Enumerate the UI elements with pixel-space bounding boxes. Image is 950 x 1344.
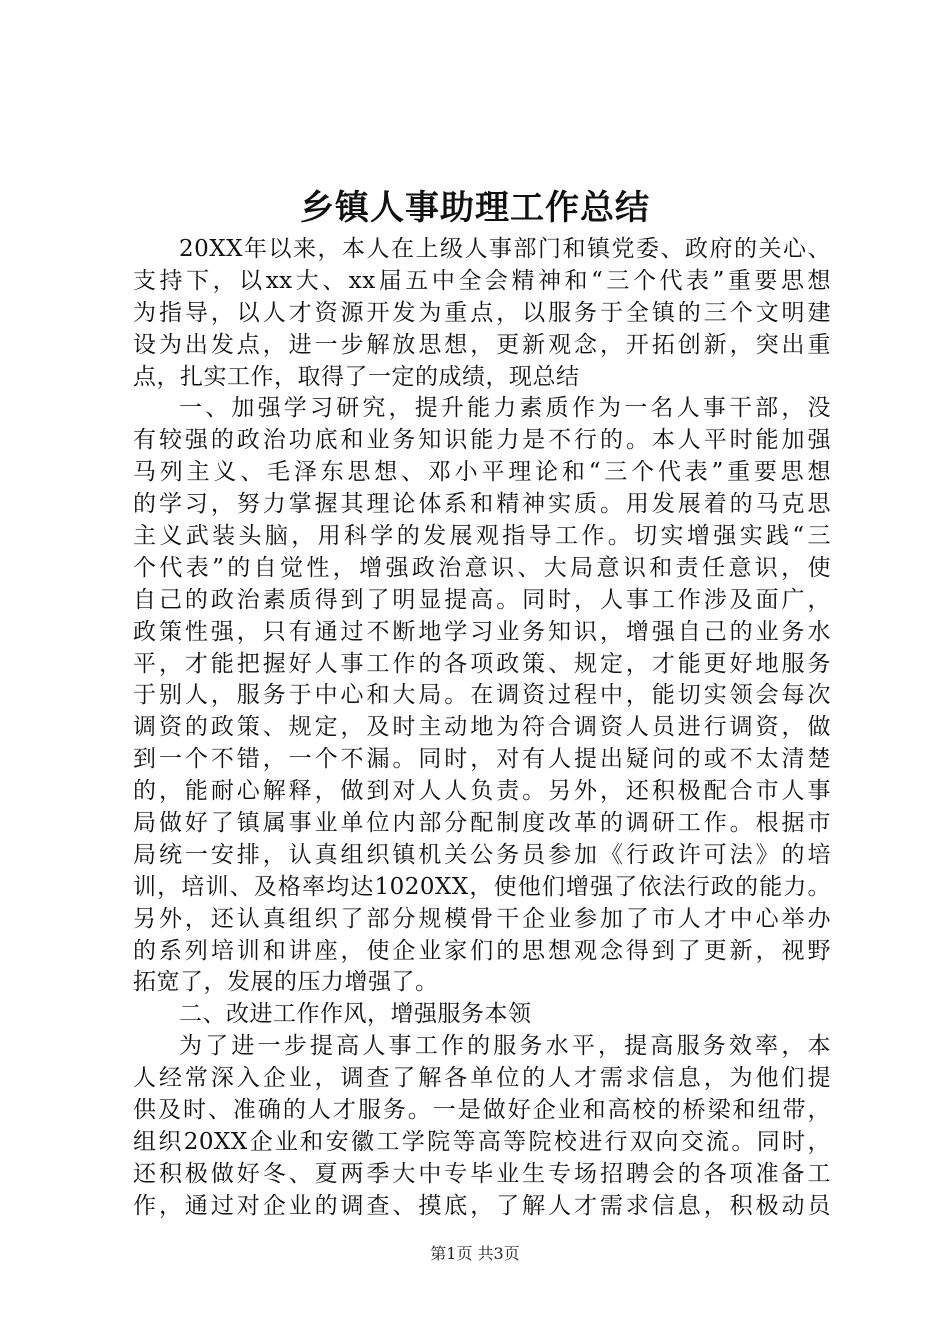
body-line: 的，能耐心解释，做到对人人负责。另外，还积极配合市人事: [133, 778, 831, 805]
body-line: 支持下，以xx大、xx届五中全会精神和“三个代表”重要思想: [133, 267, 831, 294]
body-line: 还积极做好冬、夏两季大中专毕业生专场招聘会的各项准备工: [133, 1160, 831, 1187]
body-line: 训，培训、及格率均达1020XX，使他们增强了依法行政的能力。: [133, 873, 831, 900]
body-line: 自己的政治素质得到了明显提高。同时，人事工作涉及面广，: [133, 586, 831, 613]
body-line: 马列主义、毛泽东思想、邓小平理论和“三个代表”重要思想: [133, 459, 831, 486]
body-line: 人经常深入企业，调查了解各单位的人才需求信息，为他们提: [133, 1065, 831, 1092]
body-line: 组织20XX企业和安徽工学院等高等院校进行双向交流。同时，: [133, 1128, 831, 1155]
body-line: 的学习，努力掌握其理论体系和精神实质。用发展着的马克思: [133, 491, 831, 518]
body-line: 调资的政策、规定，及时主动地为符合调资人员进行调资，做: [133, 714, 831, 741]
body-line: 拓宽了，发展的压力增强了。: [133, 969, 439, 996]
body-line: 为了进一步提高人事工作的服务水平，提高服务效率，本: [179, 1033, 831, 1060]
body-line: 局做好了镇属事业单位内部分配制度改革的调研工作。根据市: [133, 810, 831, 837]
body-line: 平，才能把握好人事工作的各项政策、规定，才能更好地服务: [133, 650, 831, 677]
body-line: 有较强的政治功底和业务知识能力是不行的。本人平时能加强: [133, 427, 831, 454]
body-line: 一、加强学习研究，提升能力素质作为一名人事干部，没: [179, 395, 831, 422]
body-line: 另外，还认真组织了部分规模骨干企业参加了市人才中心举办: [133, 905, 831, 932]
body-line: 到一个不错，一个不漏。同时，对有人提出疑问的或不太清楚: [133, 746, 831, 773]
body-line: 作，通过对企业的调查、摸底，了解人才需求信息，积极动员: [133, 1192, 831, 1219]
page-footer: 第1页 共3页: [430, 1244, 520, 1263]
body-line: 为指导，以人才资源开发为重点，以服务于全镇的三个文明建: [133, 299, 831, 326]
body-line: 的系列培训和讲座，使企业家们的思想观念得到了更新，视野: [133, 937, 831, 964]
body-line: 二、改进工作作风，增强服务本领: [179, 1001, 532, 1028]
body-line: 点，扎实工作，取得了一定的成绩，现总结: [133, 363, 580, 390]
document-title: 乡镇人事助理工作总结: [300, 188, 650, 228]
body-line: 个代表”的自觉性，增强政治意识、大局意识和责任意识，使: [133, 554, 831, 581]
body-line: 政策性强，只有通过不断地学习业务知识，增强自己的业务水: [133, 618, 831, 645]
body-line: 供及时、准确的人才服务。一是做好企业和高校的桥梁和纽带，: [133, 1097, 831, 1124]
body-line: 设为出发点，进一步解放思想，更新观念，开拓创新，突出重: [133, 331, 831, 358]
body-line: 主义武装头脑，用科学的发展观指导工作。切实增强实践“三: [133, 523, 831, 550]
document-body: [133, 234, 831, 1223]
body-line: 于别人，服务于中心和大局。在调资过程中，能切实领会每次: [133, 682, 831, 709]
body-line: 局统一安排，认真组织镇机关公务员参加《行政许可法》的培: [133, 841, 831, 868]
body-line: 20XX年以来，本人在上级人事部门和镇党委、政府的关心、: [179, 236, 831, 262]
